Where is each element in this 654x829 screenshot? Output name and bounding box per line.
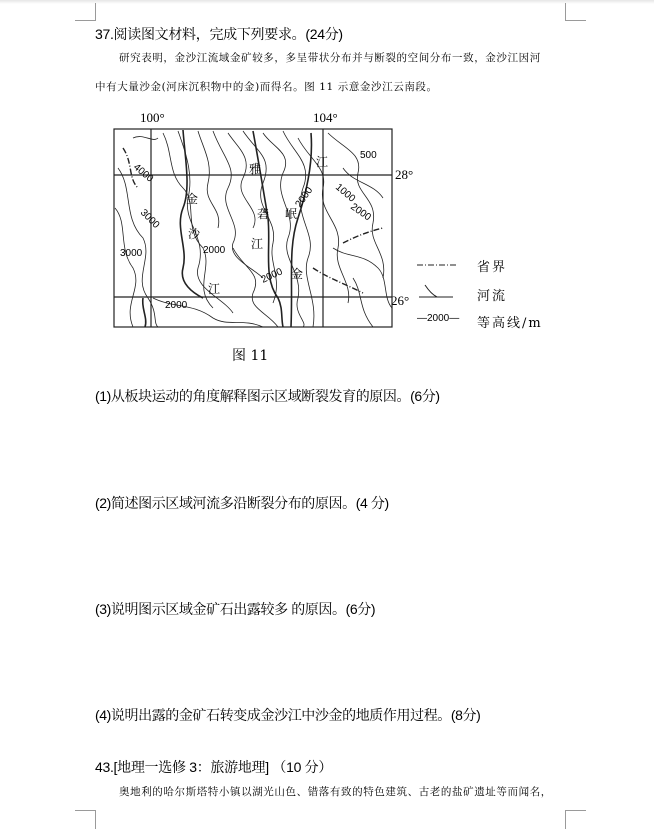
river-label-jiang-3: 江 xyxy=(316,155,329,169)
figure-11-map xyxy=(108,108,548,343)
crop-mark-top-right-v xyxy=(565,3,566,20)
dash-dot-line-icon xyxy=(415,255,460,275)
longitude-label-100: 100° xyxy=(140,110,165,125)
contour-label-2000-a: 2000 xyxy=(203,245,226,256)
question-43-title: 43.[地理一选修 3：旅游地理] （10 分） xyxy=(95,759,333,775)
map-drawing xyxy=(113,128,398,333)
contour-label-3000-a: 3000 xyxy=(137,207,162,231)
material-line-1: 研究表明，金沙江流域金矿较多，多呈带状分布并与断裂的空间分布一致，金沙江因河 xyxy=(119,52,541,64)
sub-question-3: (3)说明图示区域金矿石出露较多 的原因。(6分) xyxy=(95,601,376,617)
contour-label-2000-d: 2000 xyxy=(293,185,316,210)
crop-mark-top-left-h xyxy=(75,20,96,21)
legend-river: 河流 xyxy=(415,283,555,305)
river-label-jin-2: 金 xyxy=(291,267,304,281)
river-label-jiang-2: 江 xyxy=(251,237,264,251)
contour-label-3000-b: 3000 xyxy=(120,248,143,259)
river-label-jin: 金 xyxy=(186,192,199,206)
crop-mark-bottom-left-v xyxy=(95,810,96,829)
latitude-label-26: 26° xyxy=(391,293,410,308)
contour-label-1000: 1000 xyxy=(333,181,358,205)
river-label-ya: 雅 xyxy=(249,162,262,176)
river-label-sha: 沙 xyxy=(188,227,201,241)
river-line-icon xyxy=(415,283,460,305)
figure-caption: 图 11 xyxy=(232,348,269,364)
contour-label-500: 500 xyxy=(360,150,377,161)
contour-label-2000-e: 2000 xyxy=(348,201,373,224)
legend-province-boundary: 省界 xyxy=(415,255,555,277)
crop-mark-top-left-v xyxy=(95,3,96,20)
contour-line-icon: —2000— xyxy=(417,313,460,324)
material-line-2: 中有大量沙金(河床沉积物中的金)而得名。图 11 示意金沙江云南段。 xyxy=(95,81,438,93)
crop-mark-bottom-right-v xyxy=(565,810,566,829)
contour-label-2000-c: 2000 xyxy=(165,300,188,311)
latitude-label-28: 28° xyxy=(395,167,414,182)
contour-label-4000: 4000 xyxy=(131,161,156,185)
longitude-label-104: 104° xyxy=(313,110,338,125)
contour-label-2000-b: 2000 xyxy=(259,266,285,286)
sub-question-1: (1)从板块运动的角度解释图示区域断裂发育的原因。(6分) xyxy=(95,388,440,404)
river-label-jiang-1: 江 xyxy=(208,282,221,296)
question-37-title: 37.阅读图文材料，完成下列要求。(24分) xyxy=(95,26,343,42)
q43-material-line-1: 奥地利的哈尔斯塔特小镇以湖光山色、错落有致的特色建筑、古老的盐矿遗址等而闻名， xyxy=(119,786,552,798)
river-label-min: 岷 xyxy=(285,207,298,221)
sub-question-2: (2)简述图示区域河流多沿断裂分布的原因。(4 分) xyxy=(95,495,389,511)
river-label-long: 砻 xyxy=(257,207,270,221)
question-37-material xyxy=(95,44,570,102)
legend-contour: —2000— 等高线/m xyxy=(417,313,543,331)
crop-mark-top-right-h xyxy=(565,20,586,21)
crop-mark-bottom-right-h xyxy=(565,810,586,811)
question-43-material xyxy=(95,780,570,804)
sub-question-4: (4)说明出露的金矿石转变成金沙江中沙金的地质作用过程。(8分) xyxy=(95,707,481,723)
crop-mark-bottom-left-h xyxy=(75,810,96,811)
window-top-edge xyxy=(0,0,654,4)
